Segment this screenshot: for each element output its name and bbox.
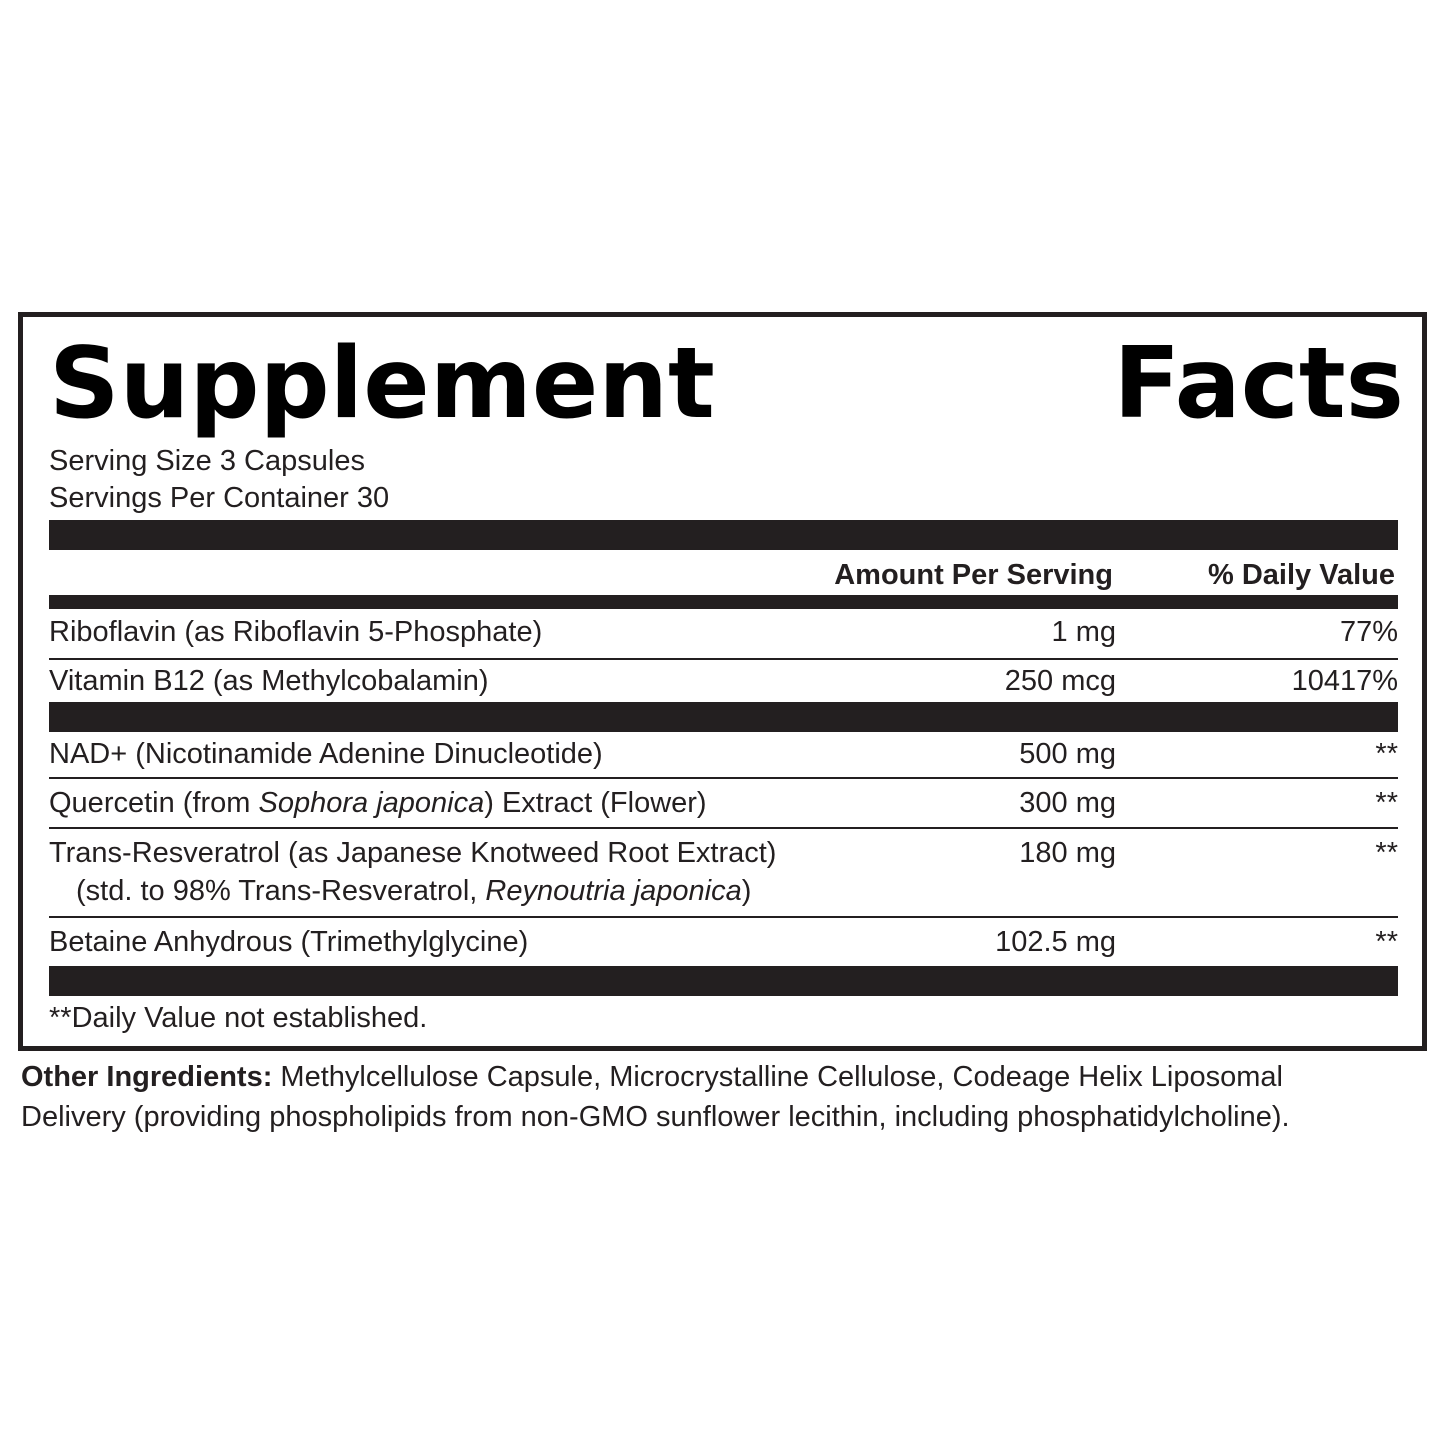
ingredient-name: NAD+ (Nicotinamide Adenine Dinucleotide) bbox=[49, 738, 603, 770]
thick-divider bbox=[49, 966, 1398, 996]
row-divider bbox=[49, 827, 1398, 829]
ingredient-amount: 1 mg bbox=[1051, 616, 1116, 648]
ingredient-name-part: Quercetin (from bbox=[49, 787, 259, 819]
daily-value-header: % Daily Value bbox=[1208, 559, 1395, 591]
ingredient-daily-value: 10417% bbox=[1291, 665, 1398, 697]
ingredient-name bbox=[49, 784, 707, 822]
ingredient-name-detail bbox=[76, 872, 751, 910]
ingredient-species: Reynoutria japonica bbox=[485, 875, 742, 907]
panel-title: Supplement Facts bbox=[49, 327, 1404, 441]
thick-divider bbox=[49, 520, 1398, 550]
amount-per-serving-header: Amount Per Serving bbox=[834, 559, 1113, 591]
ingredient-species: Sophora japonica bbox=[258, 787, 485, 819]
ingredient-amount: 500 mg bbox=[1019, 738, 1116, 770]
ingredient-name: Vitamin B12 (as Methylcobalamin) bbox=[49, 665, 489, 697]
other-ingredients bbox=[21, 1057, 1425, 1137]
other-ingredients-text-continued: Delivery (providing phospholipids from non-GMO sunflower lecithin, including phosphatidylcholine). bbox=[21, 1101, 1290, 1133]
ingredient-amount: 250 mcg bbox=[1004, 665, 1116, 697]
ingredient-detail-part: (std. to 98% Trans-Resveratrol, bbox=[76, 875, 486, 907]
ingredient-daily-value: 77% bbox=[1339, 616, 1398, 648]
row-divider bbox=[49, 777, 1398, 779]
header-divider bbox=[49, 595, 1398, 609]
row-divider bbox=[49, 658, 1398, 660]
ingredient-daily-value: ** bbox=[1375, 926, 1398, 958]
ingredient-daily-value: ** bbox=[1375, 837, 1398, 869]
row-divider bbox=[49, 916, 1398, 918]
servings-per-container: Servings Per Container 30 bbox=[49, 482, 390, 514]
ingredient-daily-value: ** bbox=[1375, 738, 1398, 770]
other-ingredients-text: Methylcellulose Capsule, Microcrystalline Cellulose, Codeage Helix Liposomal bbox=[272, 1061, 1283, 1093]
ingredient-amount: 102.5 mg bbox=[995, 926, 1116, 958]
ingredient-daily-value: ** bbox=[1375, 787, 1398, 819]
ingredient-name: Trans-Resveratrol (as Japanese Knotweed Root Extract) bbox=[49, 837, 777, 869]
ingredient-name: Riboflavin (as Riboflavin 5-Phosphate) bbox=[49, 616, 543, 648]
daily-value-footnote: **Daily Value not established. bbox=[49, 1002, 428, 1034]
ingredient-name: Betaine Anhydrous (Trimethylglycine) bbox=[49, 926, 529, 958]
supplement-facts-panel bbox=[18, 312, 1427, 1051]
thick-divider bbox=[49, 702, 1398, 732]
ingredient-name-part: ) Extract (Flower) bbox=[484, 787, 707, 819]
serving-size: Serving Size 3 Capsules bbox=[49, 445, 365, 477]
ingredient-amount: 180 mg bbox=[1019, 837, 1116, 869]
ingredient-detail-part: ) bbox=[741, 875, 752, 907]
other-ingredients-label: Other Ingredients: bbox=[21, 1061, 273, 1093]
ingredient-amount: 300 mg bbox=[1019, 787, 1116, 819]
